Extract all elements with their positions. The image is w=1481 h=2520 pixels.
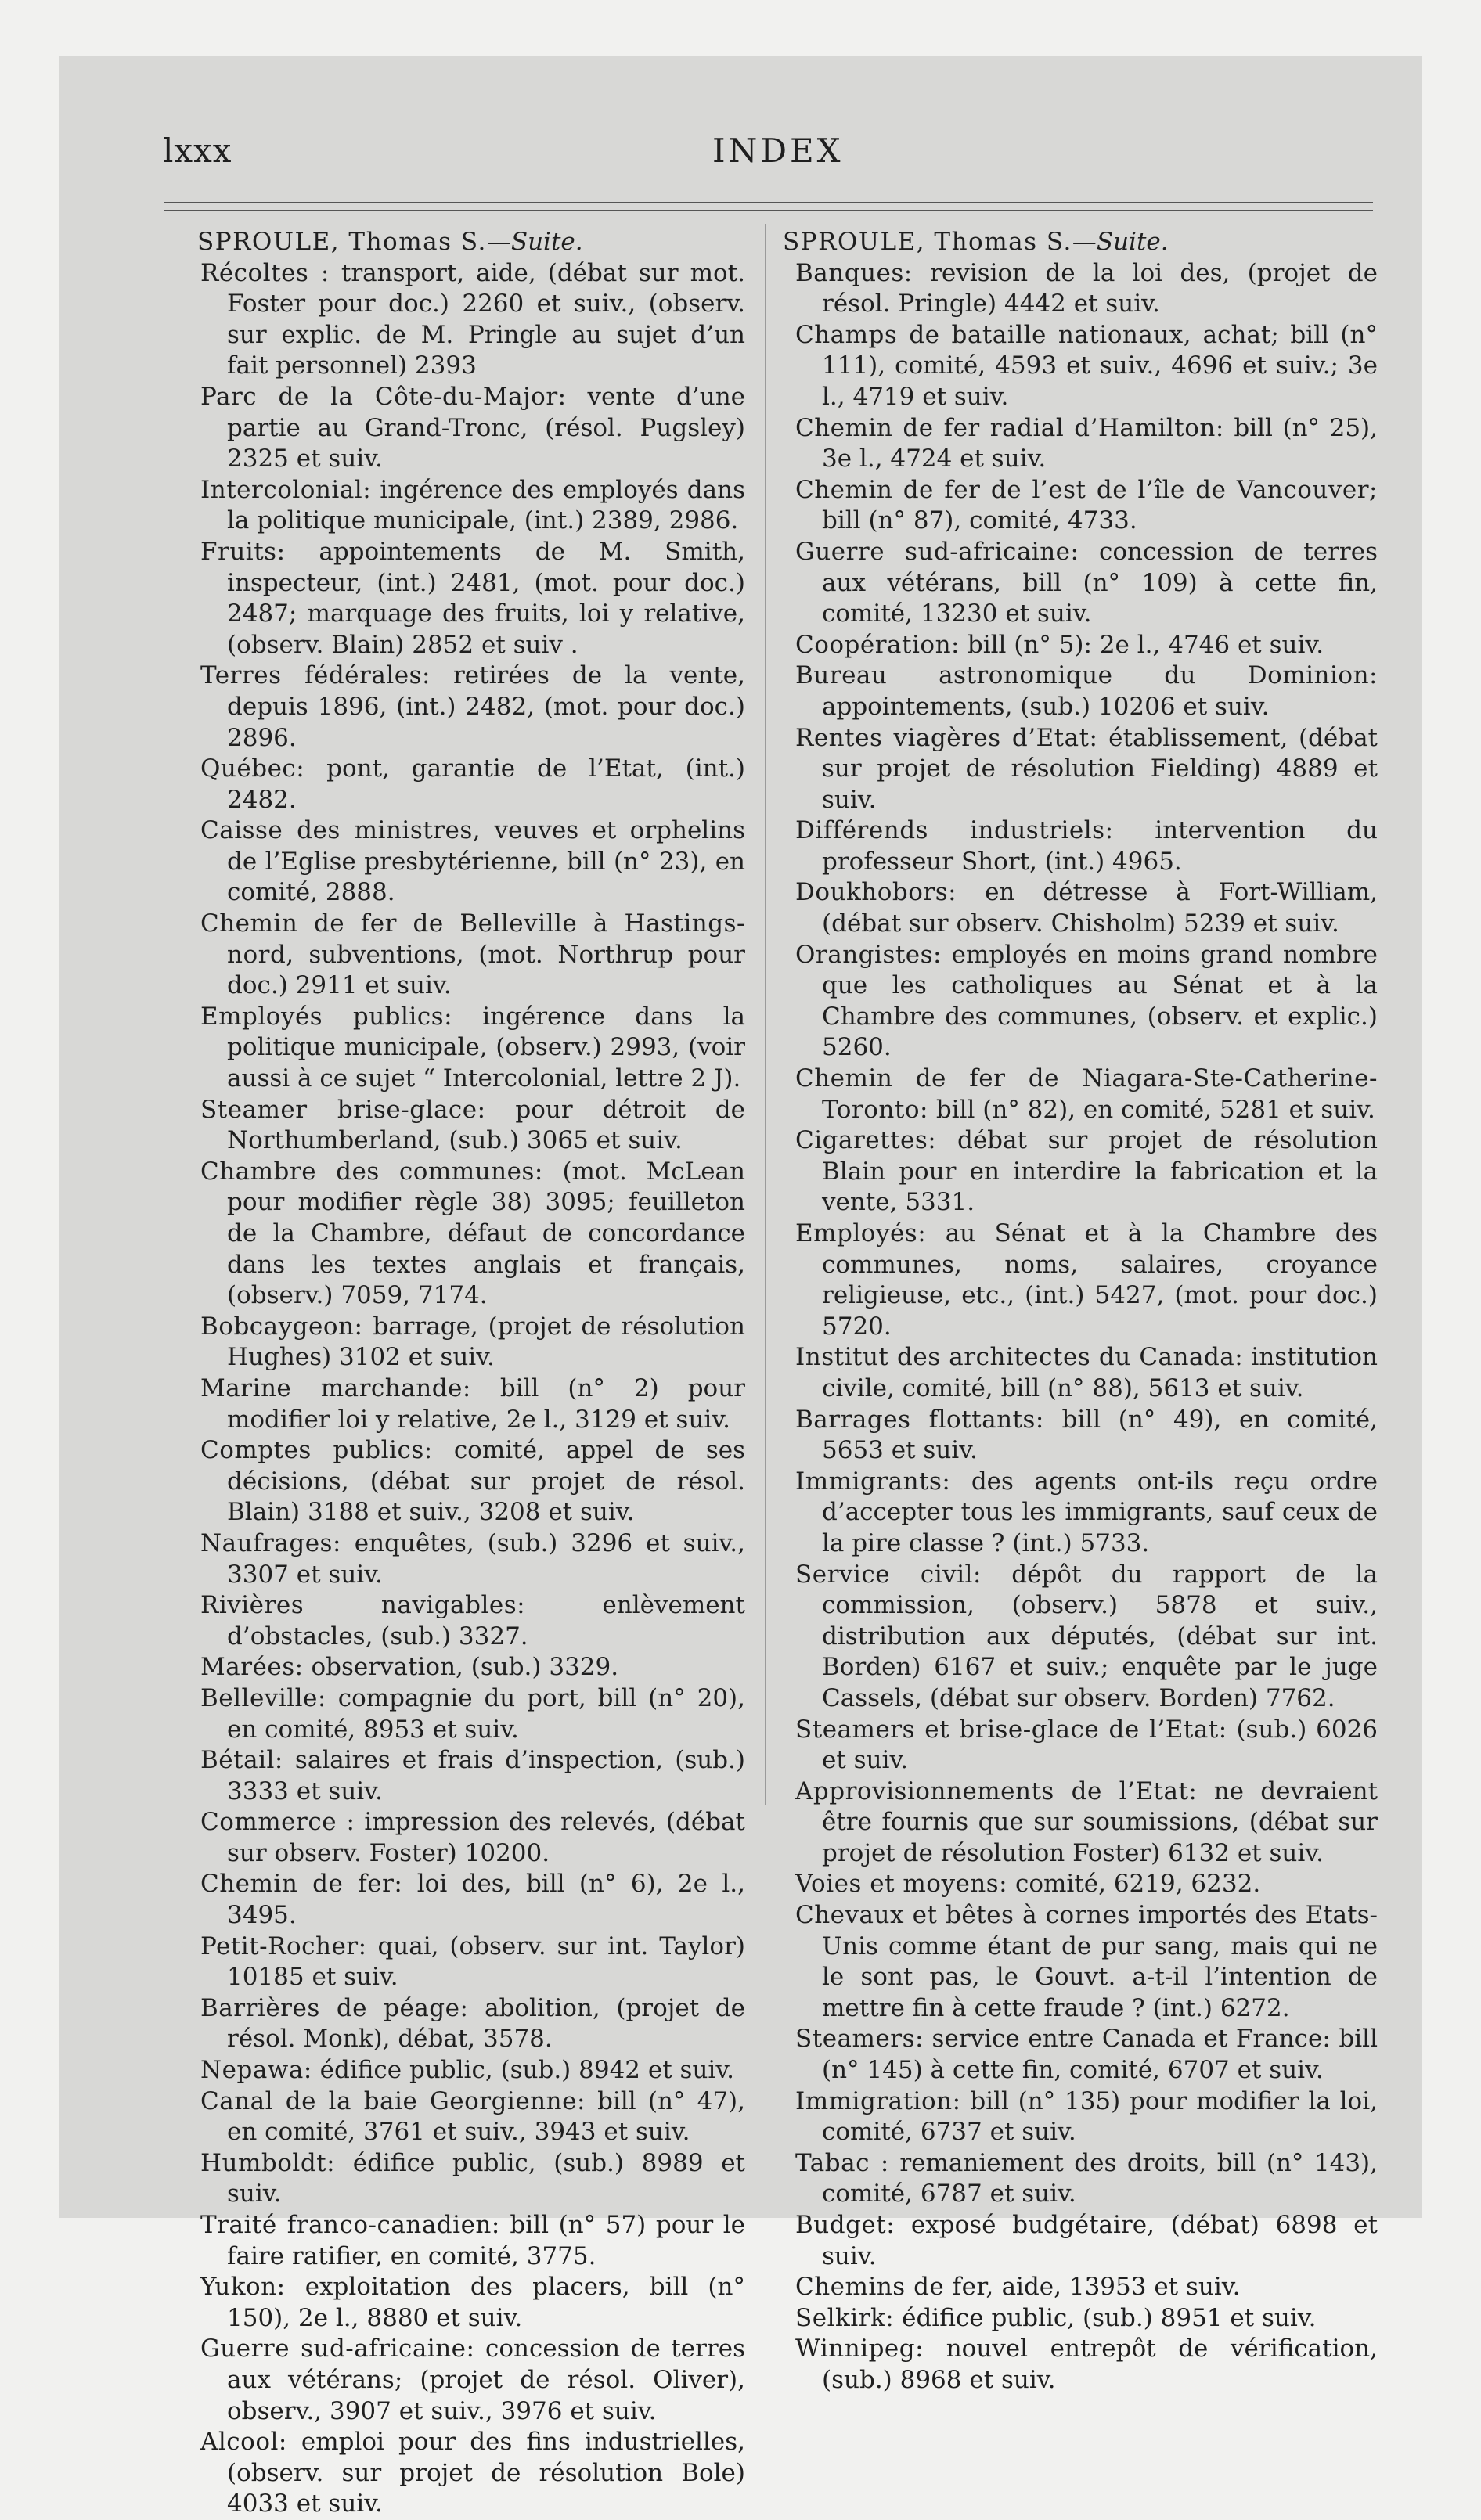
entry-subject: Commerce :: [200, 1808, 355, 1837]
index-entry: [200, 1312, 745, 1373]
entry-text: retirées de la vente, depuis 1896, (int.) 2482, (mot. pour doc.) 2896.: [227, 661, 745, 752]
entry-text: barrage, (projet de résolution Hughes) 3102 et suiv.: [227, 1312, 745, 1372]
entry-text: bill (n° 82), en comité, 5281 et suiv.: [935, 1095, 1375, 1124]
entry-subject: Selkirk:: [795, 2303, 895, 2332]
index-entry: [795, 2303, 1378, 2335]
entry-subject: Banques:: [795, 258, 913, 287]
entry-subject: Bureau astronomique du Dominion:: [795, 661, 1378, 690]
index-entry: [200, 909, 745, 1002]
entry-text: enquêtes, (sub.) 3296 et suiv., 3307 et suiv.: [227, 1528, 745, 1589]
entry-subject: Rivières navigables:: [200, 1591, 526, 1620]
entry-text: des agents ont-ils reçu ordre d’accepter tous les immigrants, sauf ceux de la pire classe ? (int.) 5733.: [822, 1467, 1378, 1557]
entry-subject: Intercolonial:: [200, 475, 372, 504]
entry-subject: Belleville:: [200, 1683, 326, 1712]
entry-text: pont, garantie de l’Etat, (int.) 2482.: [227, 754, 745, 814]
entry-text: loi des, bill (n° 6), 2e l., 3495.: [227, 1870, 745, 1930]
entry-text: observation, (sub.) 3329.: [311, 1653, 619, 1682]
entry-text: appointements, (sub.) 10206 et suiv.: [822, 692, 1270, 721]
index-entry: [200, 537, 745, 661]
entry-subject: Winnipeg:: [795, 2335, 924, 2363]
entry-text: bill (n° 25), 3e l., 4724 et suiv.: [822, 413, 1378, 473]
entry-text: institution civile, comité, bill (n° 88), 5613 et suiv.: [822, 1343, 1378, 1402]
entry-text: veuves et orphelins de l’Eglise presbytérienne, bill (n° 23), en comité, 2888.: [227, 816, 746, 907]
entry-text: bill (n° 5): 2e l., 4746 et suiv.: [967, 630, 1324, 659]
index-entry: [200, 1869, 745, 1931]
entry-text: subventions, (mot. Northrup pour doc.) 2911 et suiv.: [227, 940, 745, 1000]
entry-subject: Chemin de fer de l’est de l’île de Vancouver;: [795, 475, 1378, 504]
entry-subject: Tabac :: [795, 2148, 889, 2177]
index-entry: [200, 382, 745, 475]
entry-text: revision de la loi des, (projet de résol. Pringle) 4442 et suiv.: [822, 258, 1378, 319]
entry-text: dépôt du rapport de la commission, (observ.) 5878 et suiv., distribution aux députés, (débat sur int. Borden) 6167 et suiv.; enquête par le juge Cassels, (débat sur observ. Borden) 7762.: [822, 1560, 1378, 1712]
entry-subject: Employés:: [795, 1219, 927, 1247]
entry-text: service entre Canada et France: bill (n° 145) à cette fin, comité, 6707 et suiv.: [822, 2025, 1378, 2085]
running-title: INDEX: [712, 131, 844, 170]
entry-subject: Récoltes :: [200, 258, 330, 287]
index-entries: [197, 258, 745, 2520]
index-entry: [795, 723, 1378, 816]
entry-subject: Chemins de fer,: [795, 2273, 994, 2302]
entry-subject: Voies et moyens:: [795, 1870, 1008, 1899]
entry-subject: Humboldt:: [200, 2148, 336, 2177]
entry-text: appointements de M. Smith, inspecteur, (int.) 2481, (mot. pour doc.) 2487; marquage des fruits, loi y relative, (observ. Blain) 2852 et suiv .: [227, 537, 746, 659]
column-divider: [765, 224, 766, 1805]
entry-subject: Naufrages:: [200, 1528, 341, 1557]
index-entry: [795, 940, 1378, 1064]
entry-text: pour détroit de Northumberland, (sub.) 3065 et suiv.: [227, 1095, 745, 1155]
entry-subject: Bobcaygeon:: [200, 1312, 363, 1341]
entry-subject: Fruits:: [200, 537, 286, 566]
entry-text: compagnie du port, bill (n° 20), en comité, 8953 et suiv.: [227, 1683, 745, 1744]
entry-subject: Marine marchande:: [200, 1373, 471, 1402]
index-entry: [200, 1931, 745, 1993]
entry-text: remaniement des droits, bill (n° 143), comité, 6787 et suiv.: [822, 2148, 1378, 2209]
entry-text: débat sur projet de résolution Blain pour en interdire la fabrication et la vente, 5331.: [822, 1126, 1378, 1217]
entry-subject: Institut des architectes du Canada:: [795, 1343, 1244, 1372]
index-entry: [200, 475, 745, 537]
entry-text: employés en moins grand nombre que les catholiques au Sénat et à la Chambre des communes, (observ. et explic.) 5260.: [822, 940, 1378, 1062]
entry-subject: Caisse des ministres,: [200, 816, 481, 845]
index-entry: [795, 320, 1378, 413]
index-entry: [200, 1002, 745, 1095]
entry-subject: Traité franco-canadien:: [200, 2211, 500, 2239]
entry-subject: Barrages flottants:: [795, 1405, 1044, 1434]
index-entry: [795, 413, 1378, 475]
entry-subject: Yukon:: [200, 2273, 286, 2302]
entry-subject: Budget:: [795, 2211, 895, 2239]
index-entry: [200, 815, 745, 909]
entry-text: bill (n° 87), comité, 4733.: [822, 506, 1137, 535]
header-rule: [164, 202, 1373, 203]
index-entry: [795, 1125, 1378, 1219]
entry-text: au Sénat et à la Chambre des communes, noms, salaires, croyance religieuse, etc., (int.) 5427, (mot. pour doc.) 5720.: [822, 1219, 1378, 1341]
index-entry: [795, 1342, 1378, 1404]
entry-text: concession de terres aux vétérans; (projet de résol. Oliver), observ., 3907 et suiv., 3976 et suiv.: [227, 2335, 746, 2425]
entry-text: bill (n° 49), en comité, 5653 et suiv.: [822, 1405, 1378, 1465]
entry-subject: Chemin de fer radial d’Hamilton:: [795, 413, 1224, 442]
entry-subject: Steamers:: [795, 2025, 924, 2054]
entry-subject: Chemin de fer de Belleville à Hastings-nord,: [200, 909, 745, 969]
index-entry: [200, 1745, 745, 1807]
index-entry: [795, 1777, 1378, 1870]
index-entry: [200, 1095, 745, 1157]
entry-text: en détresse à Fort-William, (débat sur observ. Chisholm) 5239 et suiv.: [822, 878, 1378, 938]
index-entry: [795, 1560, 1378, 1715]
index-entry: [200, 2148, 745, 2210]
entry-text: bill (n° 2) pour modifier loi y relative, 2e l., 3129 et suiv.: [227, 1373, 745, 1434]
entry-text: emploi pour des fins industrielles, (observ. sur projet de résolution Bole) 4033 et suiv.: [227, 2428, 745, 2518]
entry-text: édifice public, (sub.) 8951 et suiv.: [902, 2303, 1317, 2332]
entry-text: intervention du professeur Short, (int.) 4965.: [822, 816, 1378, 876]
entry-subject: Service civil:: [795, 1560, 982, 1589]
entry-text: ingérence des employés dans la politique municipale, (int.) 2389, 2986.: [227, 475, 745, 535]
column-heading: [783, 227, 1378, 258]
entry-subject: Chevaux et bêtes à cornes: [795, 1901, 1130, 1930]
column-heading: [197, 227, 745, 258]
page-header: [105, 131, 1384, 178]
entry-text: transport, aide, (débat sur mot. Foster pour doc.) 2260 et suiv., (observ. sur explic. de M. Pringle au sujet d’un fait personnel) 2393: [227, 258, 745, 380]
index-entry: [200, 754, 745, 815]
entry-text: édifice public, (sub.) 8989 et suiv.: [227, 2148, 745, 2209]
entry-text: vente d’une partie au Grand-Tronc, (résol. Pugsley) 2325 et suiv.: [227, 382, 746, 473]
entry-subject: Comptes publics:: [200, 1436, 433, 1465]
index-entry: [795, 1219, 1378, 1342]
index-entry: [795, 1900, 1378, 2024]
index-entry: [200, 2055, 745, 2086]
entry-subject: Chemin de fer de Niagara-Ste-Catherine-Toronto:: [795, 1064, 1378, 1124]
index-entry: [795, 2148, 1378, 2210]
entry-text: bill (n° 47), en comité, 3761 et suiv., 3943 et suiv.: [227, 2086, 745, 2147]
index-entry: [795, 2024, 1378, 2086]
entry-subject: Immigration:: [795, 2086, 961, 2115]
entry-text: quai, (observ. sur int. Taylor) 10185 et suiv.: [227, 1931, 745, 1992]
index-entry: [200, 661, 745, 754]
index-entry: [795, 2272, 1378, 2303]
entry-text: (mot. McLean pour modifier règle 38) 3095; feuilleton de la Chambre, défaut de concordance dans les textes anglais et français, (observ.) 7059, 7174.: [227, 1157, 745, 1310]
entry-text: exposé budgétaire, (débat) 6898 et suiv.: [822, 2211, 1378, 2270]
index-entry: [200, 2272, 745, 2334]
index-entry: [795, 815, 1378, 877]
heading-suffix: —Suite.: [486, 228, 583, 256]
entry-subject: Alcool:: [200, 2428, 287, 2457]
index-entry: [795, 258, 1378, 320]
entry-subject: Parc de la Côte-du-Major:: [200, 382, 567, 411]
entry-text: enlèvement d’obstacles, (sub.) 3327.: [227, 1591, 745, 1651]
entry-subject: Steamers et brise-glace de l’Etat:: [795, 1715, 1227, 1744]
entry-subject: Champs de bataille nationaux,: [795, 320, 1192, 349]
left-column: [197, 227, 745, 2520]
entry-subject: Cigarettes:: [795, 1126, 937, 1155]
page-number: lxxx: [163, 131, 232, 170]
index-entry: [795, 1064, 1378, 1125]
entry-subject: Bétail:: [200, 1746, 283, 1775]
entry-subject: Coopération:: [795, 630, 960, 659]
entry-subject: Canal de la baie Georgienne:: [200, 2086, 586, 2115]
entry-subject: Steamer brise-glace:: [200, 1095, 486, 1124]
entry-subject: Marées:: [200, 1653, 304, 1682]
entry-subject: Chemin de fer:: [200, 1870, 403, 1899]
index-entry: [200, 2334, 745, 2427]
entry-text: exploitation des placers, bill (n° 150), 2e l., 8880 et suiv.: [227, 2273, 745, 2332]
entry-text: établissement, (débat sur projet de résolution Fielding) 4889 et suiv.: [822, 723, 1378, 814]
index-entry: [200, 1590, 745, 1652]
entry-text: aide, 13953 et suiv.: [1001, 2273, 1241, 2302]
index-entry: [795, 630, 1378, 661]
entry-subject: Approvisionnements de l’Etat:: [795, 1777, 1198, 1805]
entry-subject: Guerre sud-africaine:: [795, 537, 1079, 566]
heading-name: SPROULE, Thomas S.: [197, 228, 487, 256]
entry-text: bill (n° 135) pour modifier la loi, comité, 6737 et suiv.: [822, 2086, 1378, 2147]
index-entry: [795, 1405, 1378, 1467]
index-entry: [795, 661, 1378, 722]
index-entry: [795, 2334, 1378, 2396]
entry-text: abolition, (projet de résol. Monk), débat, 3578.: [227, 1993, 745, 2054]
index-entry: [200, 1993, 745, 2055]
entry-subject: Chambre des communes:: [200, 1157, 543, 1186]
entry-text: importés des Etats-Unis comme étant de pur sang, mais qui ne le sont pas, le Gouvt. a-t-il l’intention de mettre fin à cette fraude ? (int.) 6272.: [822, 1901, 1378, 2022]
index-entry: [200, 1435, 745, 1528]
entry-text: salaires et frais d’inspection, (sub.) 3333 et suiv.: [227, 1746, 746, 1805]
entry-text: nouvel entrepôt de vérification, (sub.) 8968 et suiv.: [822, 2335, 1378, 2394]
index-entry: [200, 2086, 745, 2148]
index-entry: [795, 1467, 1378, 1560]
heading-name: SPROULE, Thomas S.: [783, 228, 1072, 256]
entry-text: édifice public, (sub.) 8942 et suiv.: [319, 2056, 735, 2085]
index-entry: [795, 2210, 1378, 2272]
entry-text: concession de terres aux vétérans, bill (n° 109) à cette fin, comité, 13230 et suiv.: [822, 537, 1378, 628]
index-entry: [795, 1869, 1378, 1900]
entry-subject: Orangistes:: [795, 940, 942, 969]
entry-subject: Barrières de péage:: [200, 1993, 469, 2022]
right-column: [783, 227, 1378, 2396]
index-entry: [200, 1683, 745, 1745]
entry-subject: Guerre sud-africaine:: [200, 2335, 475, 2363]
heading-suffix: —Suite.: [1072, 228, 1169, 256]
index-entries: [783, 258, 1378, 2396]
entry-text: comité, 6219, 6232.: [1014, 1870, 1261, 1899]
entry-text: bill (n° 57) pour le faire ratifier, en comité, 3775.: [227, 2211, 745, 2270]
entry-text: impression des relevés, (débat sur observ. Foster) 10200.: [227, 1808, 745, 1867]
index-entry: [795, 537, 1378, 630]
index-entry: [200, 2210, 745, 2272]
index-entry: [200, 2427, 745, 2520]
entry-text: achat; bill (n° 111), comité, 4593 et suiv., 4696 et suiv.; 3e l., 4719 et suiv.: [822, 320, 1378, 411]
index-entry: [200, 1528, 745, 1590]
index-entry: [200, 1373, 745, 1435]
index-entry: [200, 1807, 745, 1869]
entry-text: ne devraient être fournis que sur soumissions, (débat sur projet de résolution Foster) 6132 et suiv.: [822, 1777, 1378, 1867]
entry-subject: Québec:: [200, 754, 305, 783]
entry-subject: Immigrants:: [795, 1467, 951, 1496]
entry-text: comité, appel de ses décisions, (débat sur projet de résol. Blain) 3188 et suiv., 3208 et suiv.: [227, 1436, 745, 1527]
index-entry: [200, 258, 745, 382]
index-entry: [795, 2086, 1378, 2148]
entry-subject: Différends industriels:: [795, 816, 1114, 845]
entry-text: ingérence dans la politique municipale, (observ.) 2993, (voir aussi à ce sujet “ Intercolonial, lettre 2 J).: [227, 1002, 745, 1093]
index-entry: [795, 877, 1378, 939]
entry-subject: Employés publics:: [200, 1002, 453, 1031]
index-entry: [795, 1715, 1378, 1777]
header-rule: [164, 210, 1373, 211]
index-entry: [200, 1652, 745, 1683]
index-entry: [200, 1157, 745, 1312]
entry-subject: Petit-Rocher:: [200, 1931, 367, 1960]
index-entry: [795, 475, 1378, 537]
entry-subject: Doukhobors:: [795, 878, 957, 907]
entry-subject: Rentes viagères d’Etat:: [795, 723, 1098, 752]
entry-subject: Nepawa:: [200, 2056, 312, 2085]
entry-subject: Terres fédérales:: [200, 661, 431, 690]
entry-text: (sub.) 6026 et suiv.: [822, 1715, 1378, 1775]
